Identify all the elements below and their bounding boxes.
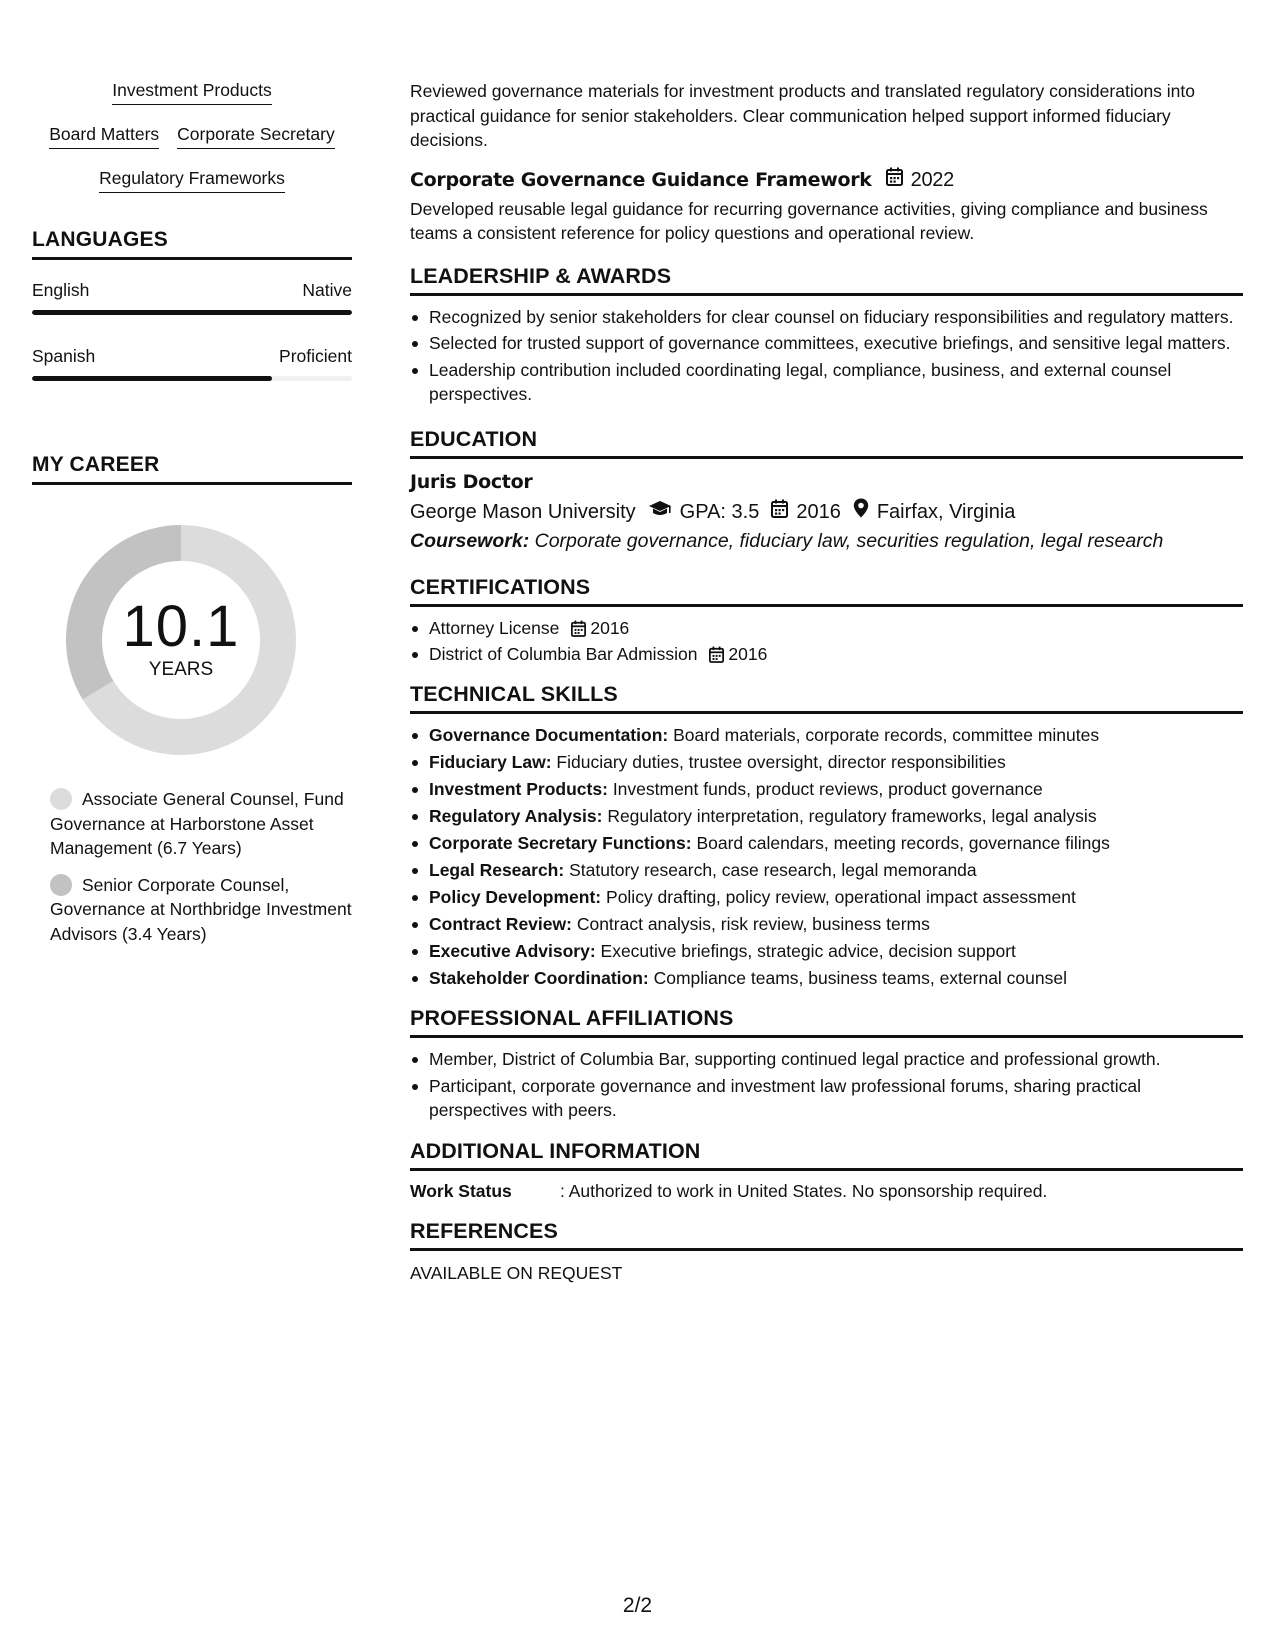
career-total-unit: YEARS: [148, 659, 214, 680]
career-legend: [32, 787, 352, 946]
calendar-icon: [771, 497, 788, 527]
language-bar: [32, 376, 352, 381]
career-heading: MY CAREER: [32, 451, 352, 485]
career-section: [32, 451, 352, 946]
coursework-list: Corporate governance, fiduciary law, securities regulation, legal research: [534, 529, 1164, 552]
leadership-heading: LEADERSHIP & AWARDS: [410, 262, 1243, 296]
skill-tag: Regulatory Frameworks: [99, 168, 285, 193]
sidebar: [32, 80, 352, 958]
language-item: [32, 345, 352, 381]
list-item: Policy Development: Policy drafting, policy review, operational impact assessment: [410, 885, 1243, 910]
language-name: Spanish: [32, 346, 96, 366]
work-status-value: : Authorized to work in United States. No sponsorship required.: [560, 1180, 1048, 1201]
references-text: AVAILABLE ON REQUEST: [410, 1262, 623, 1283]
list-item: Leadership contribution included coordinating legal, compliance, business, and external counsel perspectives.: [410, 358, 1243, 407]
list-item: Executive Advisory: Executive briefings, strategic advice, decision support: [410, 939, 1243, 964]
references-heading: REFERENCES: [410, 1217, 1243, 1251]
career-total-years: 10.1: [122, 594, 240, 659]
calendar-icon: [886, 167, 903, 193]
list-item: Participant, corporate governance and investment law professional forums, sharing practical perspectives with peers.: [410, 1074, 1243, 1123]
calendar-icon: [571, 620, 586, 637]
graduation-year: 2016: [796, 500, 841, 523]
legend-dot-icon: [50, 788, 72, 810]
list-item: Attorney License 2016: [410, 616, 1243, 641]
language-bar: [32, 310, 352, 315]
affiliations-heading: PROFESSIONAL AFFILIATIONS: [410, 1004, 1243, 1038]
skills-heading: TECHNICAL SKILLS: [410, 680, 1243, 714]
list-item: Contract Review: Contract analysis, risk review, business terms: [410, 912, 1243, 937]
gpa: GPA: 3.5: [679, 500, 760, 523]
additional-info-heading: ADDITIONAL INFORMATION: [410, 1137, 1243, 1171]
education-details: [410, 497, 1243, 527]
skill-tags: [32, 80, 352, 193]
project-title: Corporate Governance Guidance Framework: [410, 168, 872, 191]
certifications-heading: CERTIFICATIONS: [410, 573, 1243, 607]
project-header: [410, 167, 1243, 193]
certifications-list: [410, 616, 1243, 667]
project-year: 2022: [910, 168, 954, 191]
degree-title: Juris Doctor: [410, 470, 533, 493]
list-item: Recognized by senior stakeholders for clear counsel on fiduciary responsibilities and regulatory matters.: [410, 305, 1243, 330]
calendar-icon: [709, 646, 724, 663]
languages-heading: LANGUAGES: [32, 226, 352, 260]
list-item: Member, District of Columbia Bar, supporting continued legal practice and professional growth.: [410, 1047, 1243, 1072]
affiliations-list: [410, 1047, 1243, 1123]
legend-dot-icon: [50, 874, 72, 896]
school-name: George Mason University: [410, 500, 636, 523]
leadership-list: [410, 305, 1243, 407]
education-heading: EDUCATION: [410, 425, 1243, 459]
coursework: [410, 527, 1243, 555]
coursework-label: Coursework:: [410, 529, 530, 552]
list-item: Fiduciary Law: Fiduciary duties, trustee oversight, director responsibilities: [410, 750, 1243, 775]
list-item: Selected for trusted support of governance committees, executive briefings, and sensitive legal matters.: [410, 331, 1243, 356]
language-bar-fill: [32, 310, 352, 315]
list-item: Legal Research: Statutory research, case research, legal memoranda: [410, 858, 1243, 883]
language-level: Native: [302, 280, 352, 300]
project-description: Developed reusable legal guidance for recurring governance activities, giving compliance and business teams a consistent reference for policy questions and operational review.: [410, 198, 1208, 243]
career-legend-item: Associate General Counsel, Fund Governance at Harborstone Asset Management (6.7 Years): [50, 789, 344, 858]
career-legend-item: Senior Corporate Counsel, Governance at Northbridge Investment Advisors (3.4 Years): [50, 874, 352, 944]
skills-list: [410, 723, 1243, 991]
language-name: English: [32, 280, 90, 300]
work-status-label: Work Status: [410, 1180, 512, 1201]
career-donut-chart: [66, 525, 296, 755]
list-item: District of Columbia Bar Admission 2016: [410, 642, 1243, 667]
school-location: Fairfax, Virginia: [876, 500, 1016, 523]
graduation-cap-icon: [648, 497, 672, 527]
main-content: [410, 79, 1243, 1285]
list-item: Stakeholder Coordination: Compliance teams, business teams, external counsel: [410, 966, 1243, 991]
experience-summary: Reviewed governance materials for investment products and translated regulatory considerations into practical guidance for senior stakeholders. Clear communication helped support informed fiduciary decisions.: [410, 81, 1196, 150]
skill-tag: Corporate Secretary: [177, 124, 335, 149]
skill-tag: Investment Products: [112, 80, 272, 105]
language-bar-fill: [32, 376, 272, 381]
list-item: Investment Products: Investment funds, product reviews, product governance: [410, 777, 1243, 802]
languages-section: [32, 226, 352, 381]
work-status-row: [410, 1179, 1243, 1203]
list-item: Corporate Secretary Functions: Board calendars, meeting records, governance filings: [410, 831, 1243, 856]
page-number: 2/2: [622, 1594, 653, 1617]
list-item: Regulatory Analysis: Regulatory interpretation, regulatory frameworks, legal analysis: [410, 804, 1243, 829]
list-item: Governance Documentation: Board materials, corporate records, committee minutes: [410, 723, 1243, 748]
language-item: [32, 279, 352, 315]
skill-tag: Board Matters: [49, 124, 159, 149]
map-pin-icon: [853, 497, 869, 527]
language-level: Proficient: [279, 346, 352, 366]
